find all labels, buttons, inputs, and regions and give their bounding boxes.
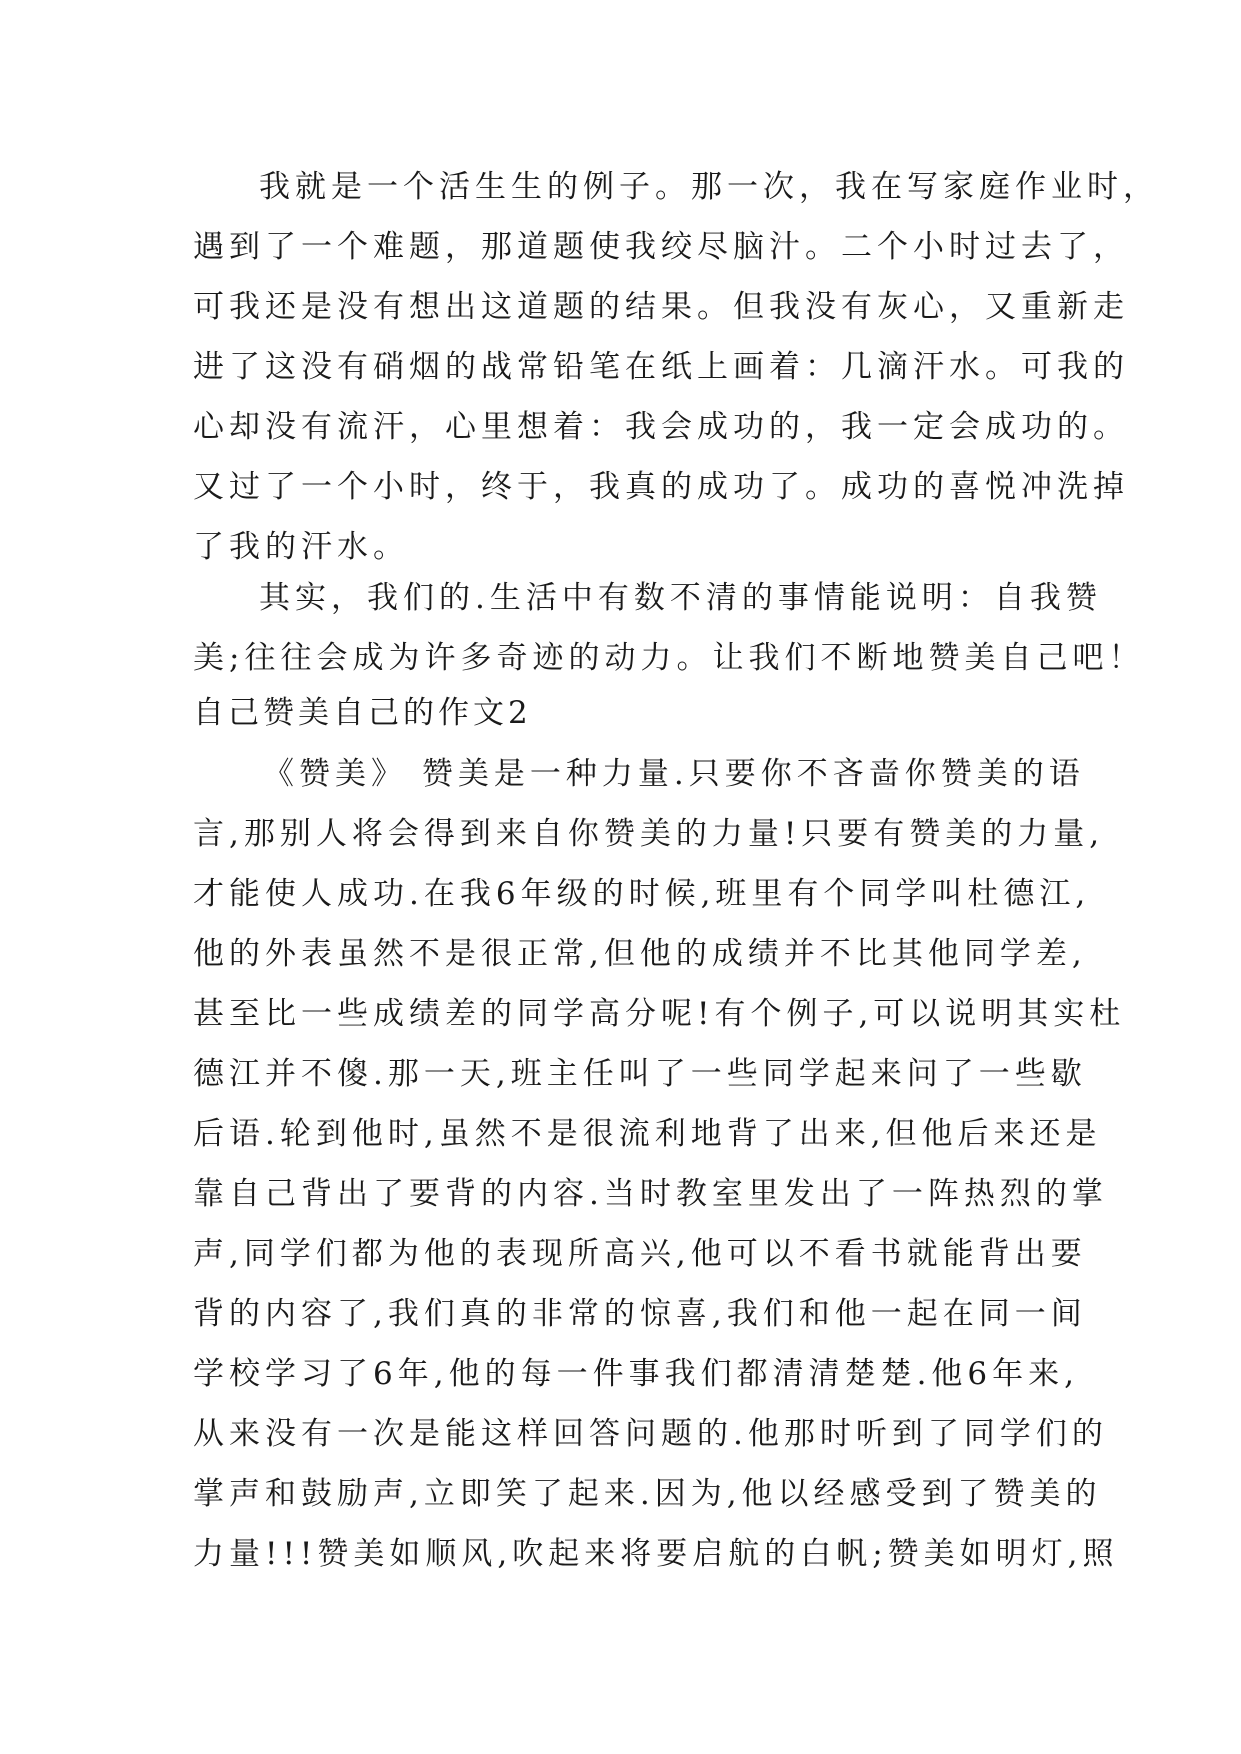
paragraph-line: 靠自己背出了要背的内容.当时教室里发出了一阵热烈的掌: [193, 1176, 1108, 1212]
paragraph-line: 进了这没有硝烟的战常铅笔在纸上画着：几滴汗水。可我的: [193, 349, 1129, 385]
paragraph-example: [193, 157, 1159, 577]
paragraph-line: 德江并不傻.那一天,班主任叫了一些同学起来问了一些歇: [193, 1056, 1087, 1092]
paragraph-line: 学校学习了6年,他的每一件事我们都清清楚楚.他6年来,: [193, 1356, 1080, 1392]
paragraph-line: 力量!!!赞美如顺风,吹起来将要启航的白帆;赞美如明灯,照: [193, 1536, 1119, 1572]
paragraph-line: 我就是一个活生生的例子。那一次，我在写家庭作业时，: [259, 169, 1159, 205]
paragraph-line: 遇到了一个难题，那道题使我绞尽脑汁。二个小时过去了，: [193, 229, 1129, 265]
paragraph-line: 言,那别人将会得到来自你赞美的力量!只要有赞美的力量,: [193, 816, 1105, 852]
paragraph-line: 他的外表虽然不是很正常,但他的成绩并不比其他同学差,: [193, 936, 1087, 972]
paragraph-line: 后语.轮到他时,虽然不是很流利地背了出来,但他后来还是: [193, 1116, 1102, 1152]
section-heading: 自己赞美自己的作文2: [193, 695, 532, 731]
paragraph-line: 了我的汗水。: [193, 529, 409, 565]
section-heading-block: [193, 683, 1055, 743]
paragraph-line: 其实，我们的.生活中有数不清的事情能说明：自我赞: [259, 580, 1102, 616]
paragraph-line: 才能使人成功.在我6年级的时候,班里有个同学叫杜德江,: [193, 876, 1091, 912]
paragraph-line: 从来没有一次是能这样回答问题的.他那时听到了同学们的: [193, 1416, 1108, 1452]
paragraph-line: 心却没有流汗，心里想着：我会成功的，我一定会成功的。: [193, 409, 1129, 445]
paragraph-line: 又过了一个小时，终于，我真的成功了。成功的喜悦冲洗掉: [193, 469, 1129, 505]
paragraph-line: 美;往往会成为许多奇迹的动力。让我们不断地赞美自己吧！: [193, 640, 1145, 676]
paragraph-line: 可我还是没有想出这道题的结果。但我没有灰心，又重新走: [193, 289, 1129, 325]
paragraph-line: 《赞美》 赞美是一种力量.只要你不吝啬你赞美的语: [263, 756, 1085, 792]
paragraph-conclusion: [193, 568, 1145, 688]
paragraph-line: 甚至比一些成绩差的同学高分呢!有个例子,可以说明其实杜: [193, 996, 1126, 1032]
paragraph-line: 背的内容了,我们真的非常的惊喜,我们和他一起在同一间: [193, 1296, 1087, 1332]
paragraph-essay-2: [193, 744, 1126, 1584]
paragraph-line: 掌声和鼓励声,立即笑了起来.因为,他以经感受到了赞美的: [193, 1476, 1102, 1512]
paragraph-line: 声,同学们都为他的表现所高兴,他可以不看书就能背出要: [193, 1236, 1087, 1272]
